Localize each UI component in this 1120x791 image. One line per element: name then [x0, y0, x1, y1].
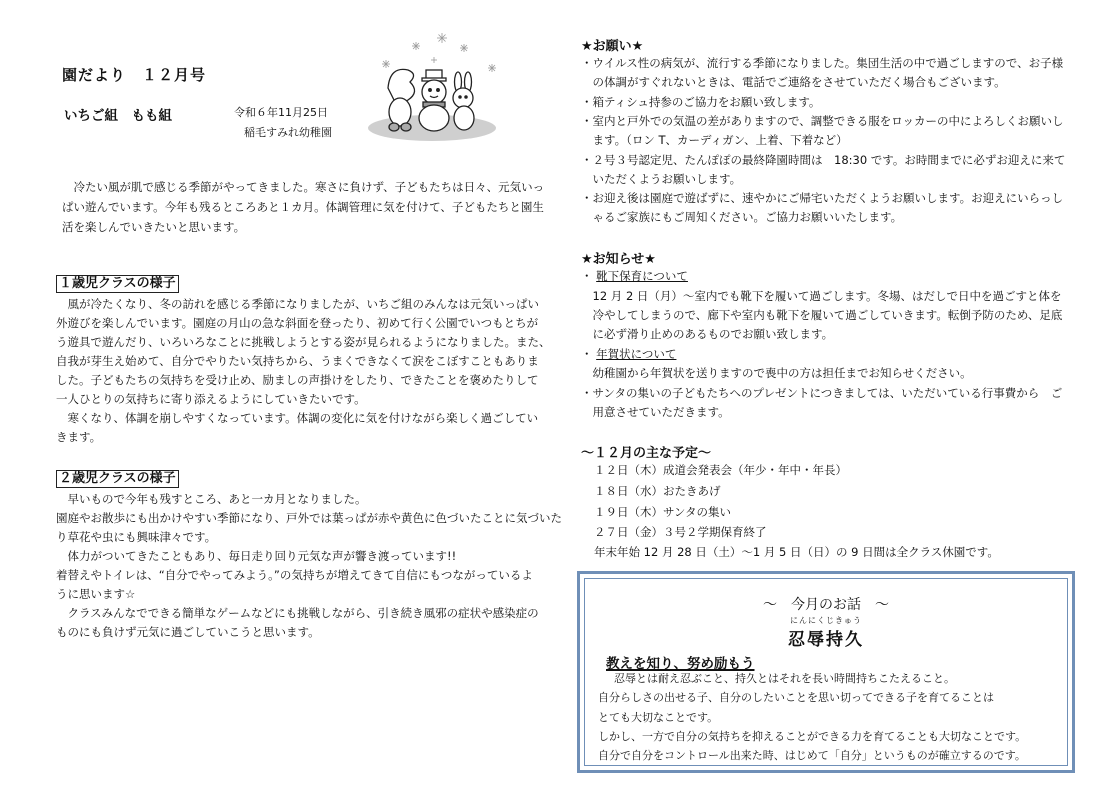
intro-line: ぱい遊んでいます。今年も残るところあと１カ月。体調管理に気を付けて、子どもたちと園生 — [62, 200, 544, 214]
paragraph-line: 風が冷たくなり、冬の訪れを感じる季節になりましたが、いちご組のみんなは元気いっぱい — [56, 297, 539, 311]
intro-line: 活を楽しんでいきたいと思います。 — [62, 220, 246, 234]
new-year-card-notice-heading: 年賀状について — [596, 347, 677, 361]
notice-bullet: ・ 靴下保育について — [581, 269, 688, 283]
requests-heading: ★お願い★ — [581, 39, 644, 54]
paragraph-line: 寒くなり、体調を崩しやすくなっています。体調の変化に気を付けながら楽しく過ごしてい — [56, 411, 539, 425]
story-line: しかし、一方で自分の気持ちを抑えることができる力を育てることも大切なことです。 — [598, 730, 1027, 743]
paragraph-line: きます。 — [56, 430, 102, 444]
snowman-and-friends-illustration — [360, 30, 520, 150]
request-line: ます。（ロン T、カーディガン、上着、下着など） — [581, 133, 848, 147]
section-heading-2-year-class: ２歳児クラスの様子 — [56, 470, 179, 488]
paragraph-line: 園庭やお散歩にも出かけやすい季節になり、戸外では葉っぱが赤や黄色に色づいたことに気づいた — [56, 511, 562, 525]
paragraph-line: う遊具で遊んだり、いろいろなことに挑戦しようとする姿が見られるようになりました。また、 — [56, 335, 551, 349]
notice-line: 用意させていただきます。 — [581, 405, 730, 419]
school-name: 稲毛すみれ幼稚園 — [244, 126, 332, 139]
schedule-item: 年末年始 12 月 28 日（土）～1 月 5 日（日）の 9 日間は全クラス休園です。 — [594, 545, 999, 559]
paragraph-line: した。子どもたちの気持ちを受け止め、励ましの声掛けをしたり、できたことを褒めたりして — [56, 373, 539, 387]
story-line: 自分らしさの出せる子、自分のしたいことを思い切ってできる子を育てることは — [598, 691, 994, 704]
paragraph-line: うに思います☆ — [56, 587, 136, 601]
request-line: ・お迎え後は園庭で遊ばずに、速やかにご帰宅いただくようお願いします。お迎えにいらっし — [581, 191, 1064, 205]
paragraph-line: 着替えやトイレは、“自分でやってみよう。”の気持ちが増えてきて自信にもつながっているよ — [56, 568, 533, 582]
story-line: とても大切なことです。 — [598, 711, 719, 724]
intro-line: 冷たい風が肌で感じる季節がやってきました。寒さに負けず、子どもたちは日々、元気いっ — [62, 180, 545, 194]
story-title: ～ 今月のお話 ～ — [763, 597, 889, 613]
schedule-item: ２７日（金）３号２学期保育終了 — [594, 525, 767, 539]
notice-line: 冷やしてしまうので、廊下や室内も靴下を履いて過ごしていきます。転倒予防のため、足底 — [581, 308, 1063, 322]
schedule-heading: ～１２月の主な予定～ — [581, 446, 712, 461]
story-line: 自分で自分をコントロール出来た時、はじめて「自分」というものが確立するのです。 — [598, 749, 1026, 762]
notice-line: 幼稚園から年賀状を送りますので喪中の方は担任までお知らせください。 — [581, 366, 972, 380]
story-line: 忍辱とは耐え忍ぶこと、持久とはそれを長い時間持ちこたえること。 — [614, 672, 955, 685]
paragraph-line: クラスみんなでできる簡単なゲームなどにも挑戦しながら、引き続き風邪の症状や感染症の — [56, 606, 539, 620]
idiom-reading: にんにくじきゅう — [790, 616, 862, 625]
notice-bullet: ・ 年賀状について — [581, 347, 677, 361]
paragraph-line: 早いもので今年も残すところ、あと一カ月となりました。 — [56, 492, 367, 506]
request-line: ・箱ティシュ持参のご協力をお願い致します。 — [581, 95, 821, 109]
notices-heading: ★お知らせ★ — [581, 252, 656, 267]
request-line: の体調がすぐれないときは、電話でご連絡をさせていただく場合もございます。 — [581, 75, 1006, 89]
schedule-item: １８日（水）おたきあげ — [594, 484, 721, 498]
socks-notice-heading: 靴下保育について — [596, 269, 688, 283]
paragraph-line: 外遊びを楽しんでいます。園庭の月山の急な斜面を登ったり、初めて行く公園でいつもとちが — [56, 316, 539, 330]
paragraph-line: り草花や虫にも興味津々です。 — [56, 530, 217, 544]
request-line: ゃるご家族にもご周知ください。ご協力お願いいたします。 — [581, 210, 903, 224]
issue-date: 令和６年11月25日 — [234, 106, 328, 119]
request-line: いただくようお願いします。 — [581, 172, 742, 186]
notice-line: 12 月 2 日（月）～室内でも靴下を履いて過ごします。冬場、はだしで日中を過ごすと体を — [581, 289, 1062, 303]
class-names: いちご組 もも組 — [64, 108, 172, 124]
paragraph-line: 自我が芽生え始めて、自分でやりたい気持ちから、うまくできなくて涙をこぼすこともありま — [56, 354, 539, 368]
schedule-item: １２日（木）成道会発表会（年少・年中・年長） — [594, 463, 847, 477]
request-line: ・室内と戸外での気温の差がありますので、調整できる服をロッカーの中によろしくお願いし — [581, 114, 1064, 128]
section-heading-1-year-class: １歳児クラスの様子 — [56, 275, 179, 293]
paragraph-line: 一人ひとりの気持ちに寄り添えるようにしていきたいです。 — [56, 392, 366, 406]
paragraph-line: 体力がついてきたこともあり、毎日走り回り元気な声が響き渡っています!! — [56, 549, 457, 563]
idiom-title: 忍辱持久 — [788, 630, 864, 650]
paragraph-line: ものにも負けず元気に過ごしていこうと思います。 — [56, 625, 320, 639]
notice-line: に必ず滑り止めのあるものでお願い致します。 — [581, 327, 834, 341]
notice-line: ・サンタの集いの子どもたちへのプレゼントにつきましては、いただいている行事費から ご — [581, 386, 1063, 400]
request-line: ・２号３号認定児、たんぽぽの最終降園時間は 18:30 です。お時間までに必ずお迎えに来て — [581, 153, 1066, 167]
story-subheading: 教えを知り、努め励もう — [606, 656, 755, 672]
newsletter-title: 園だより １２月号 — [62, 66, 207, 84]
request-line: ・ウイルス性の病気が、流行する季節になりました。集団生活の中で過ごしますので、お子様 — [581, 56, 1064, 70]
schedule-item: １９日（木）サンタの集い — [594, 505, 731, 519]
